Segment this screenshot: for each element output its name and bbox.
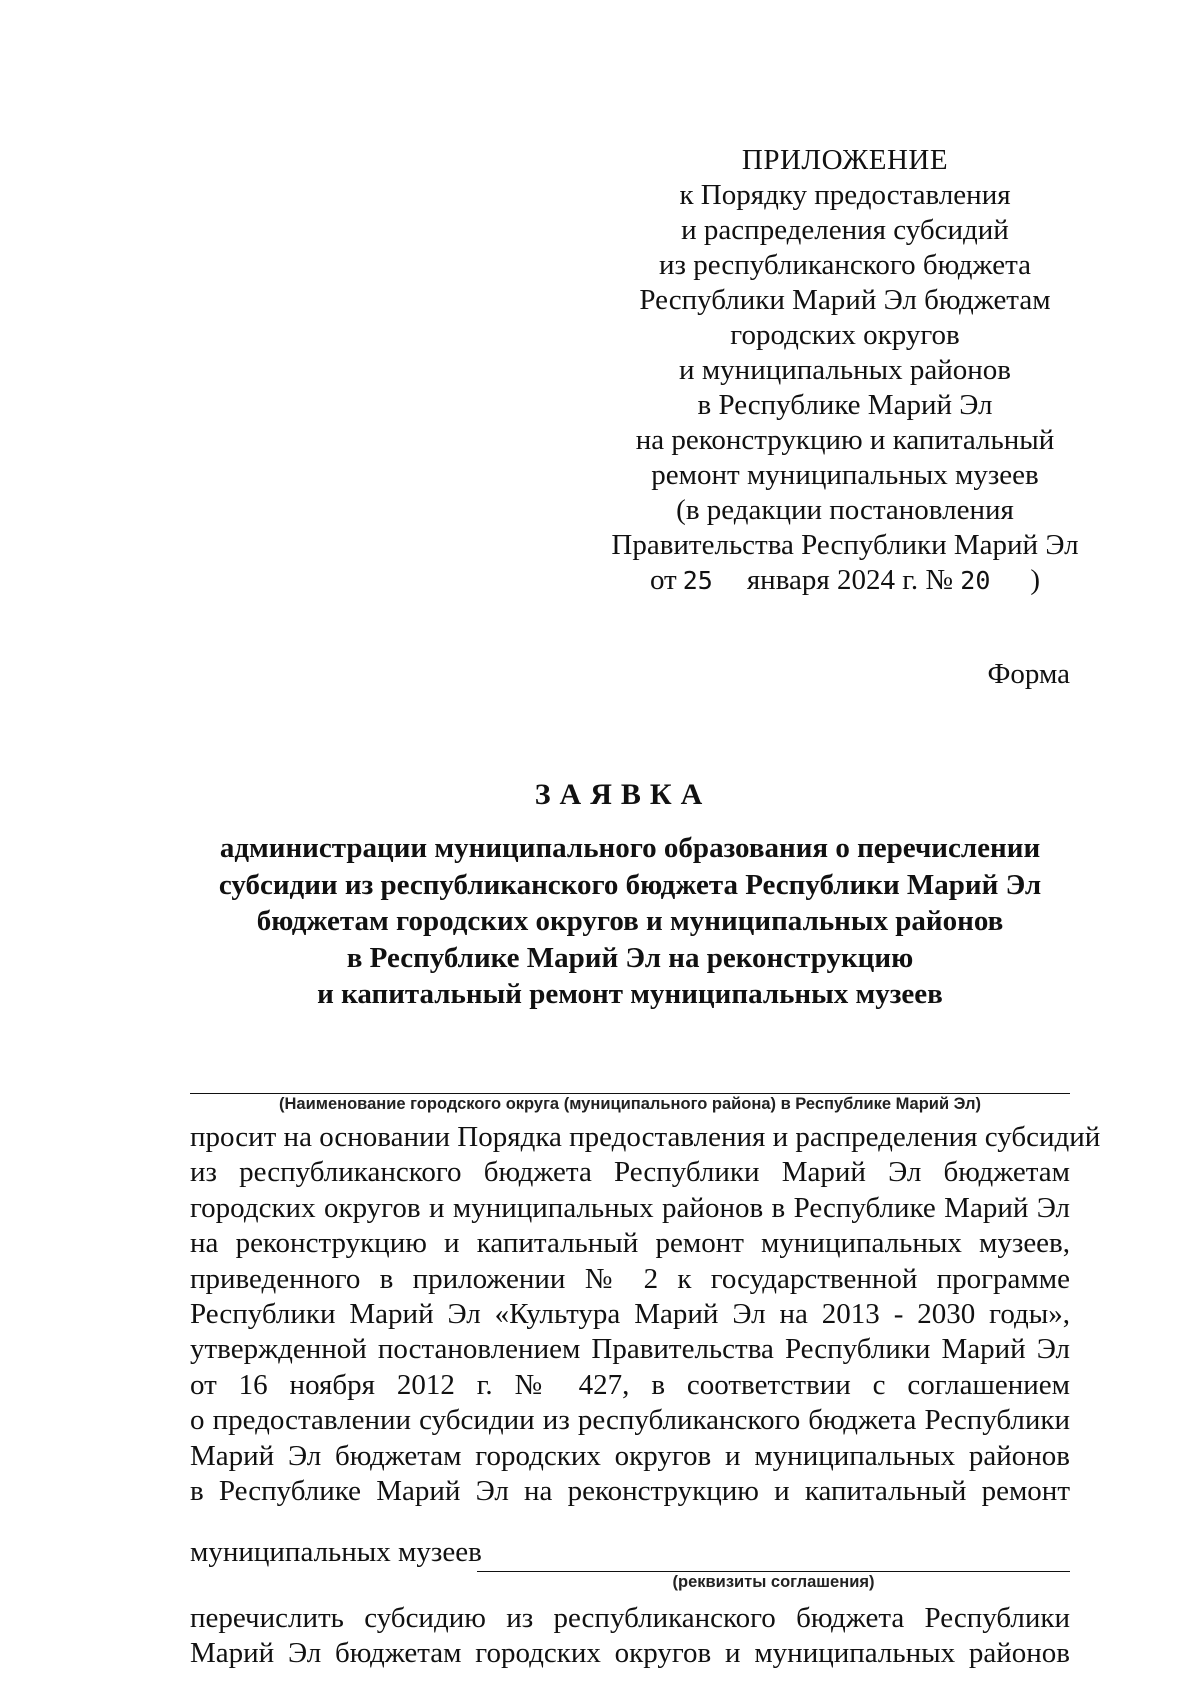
date-suffix: ): [1030, 564, 1041, 596]
body-line: о предоставлении субсидии из республиканского бюджета Республики: [190, 1404, 1070, 1437]
body-line: утвержденной постановлением Правительства Республики Марий Эл: [190, 1333, 1070, 1366]
date-month-year: января 2024 г. №: [746, 564, 954, 596]
tail-line: Марий Эл бюджетам городских округов и муниципальных районов: [190, 1637, 1070, 1670]
body-line: в Республике Марий Эл на реконструкцию и капитальный ремонт: [190, 1474, 1070, 1507]
date-number: 20: [960, 566, 991, 595]
annex-line: в Республике Марий Эл: [697, 389, 993, 421]
requisites-lead: муниципальных музеев: [190, 1536, 482, 1568]
body-line: из республиканского бюджета Республики Марий Эл бюджетам: [190, 1156, 1070, 1189]
subtitle-line: в Республике Марий Эл на реконструкцию: [346, 941, 914, 974]
municipality-name-caption: (Наименование городского округа (муниципального района) в Республике Марий Эл): [279, 1095, 981, 1113]
body-line: городских округов и муниципальных районов в Республике Марий Эл: [190, 1191, 1070, 1224]
body-line: просит на основании Порядка предоставления и распределения субсидий: [190, 1121, 1101, 1153]
body-line: приведенного в приложении № 2 к государственной программе: [190, 1262, 1070, 1295]
document-title: ЗАЯВКА: [534, 778, 712, 811]
annex-line: городских округов: [730, 319, 960, 351]
annex-line: из республиканского бюджета: [659, 249, 1031, 281]
body-line: Республики Марий Эл «Культура Марий Эл на 2013 - 2030 годы»,: [190, 1297, 1070, 1330]
annex-line: к Порядку предоставления: [679, 179, 1011, 211]
annex-title: ПРИЛОЖЕНИЕ: [741, 144, 949, 176]
requisites-row: [190, 1535, 1070, 1570]
annex-header: [600, 143, 1090, 598]
subtitle-line: бюджетам городских округов и муниципальных районов: [256, 905, 1004, 937]
document-subtitle: [190, 830, 1070, 1013]
tail-line: перечислить субсидию из республиканского бюджета Республики: [190, 1602, 1070, 1634]
body-line: на реконструкцию и капитальный ремонт муниципальных музеев,: [190, 1227, 1070, 1260]
annex-line: и распределения субсидий: [681, 214, 1009, 246]
body-paragraph: [190, 1120, 1101, 1509]
tail-paragraph: [190, 1600, 1070, 1671]
annex-line: и муниципальных районов: [679, 354, 1011, 386]
annex-line: Республики Марий Эл бюджетам: [639, 284, 1051, 316]
annex-line: на реконструкцию и капитальный: [635, 424, 1055, 456]
agreement-requisites-field[interactable]: [477, 1571, 1070, 1572]
body-line: Марий Эл бюджетам городских округов и муниципальных районов: [190, 1439, 1070, 1472]
annex-date-line: [600, 563, 1090, 598]
annex-line: ремонт муниципальных музеев: [651, 459, 1039, 491]
date-prefix: от: [649, 564, 677, 596]
subtitle-line: и капитальный ремонт муниципальных музеев: [317, 978, 943, 1010]
annex-line: Правительства Республики Марий Эл: [611, 529, 1079, 561]
date-day: 25: [682, 566, 713, 595]
municipality-name-field[interactable]: [190, 1093, 1070, 1094]
form-label: Форма: [987, 658, 1070, 690]
subtitle-line: администрации муниципального образования о перечислении: [219, 832, 1041, 864]
agreement-requisites-caption: (реквизиты соглашения): [672, 1573, 875, 1591]
body-line: от 16 ноября 2012 г. № 427, в соответствии с соглашением: [190, 1368, 1070, 1401]
annex-line: (в редакции постановления: [676, 494, 1014, 526]
subtitle-line: субсидии из республиканского бюджета Республики Марий Эл: [218, 868, 1042, 901]
